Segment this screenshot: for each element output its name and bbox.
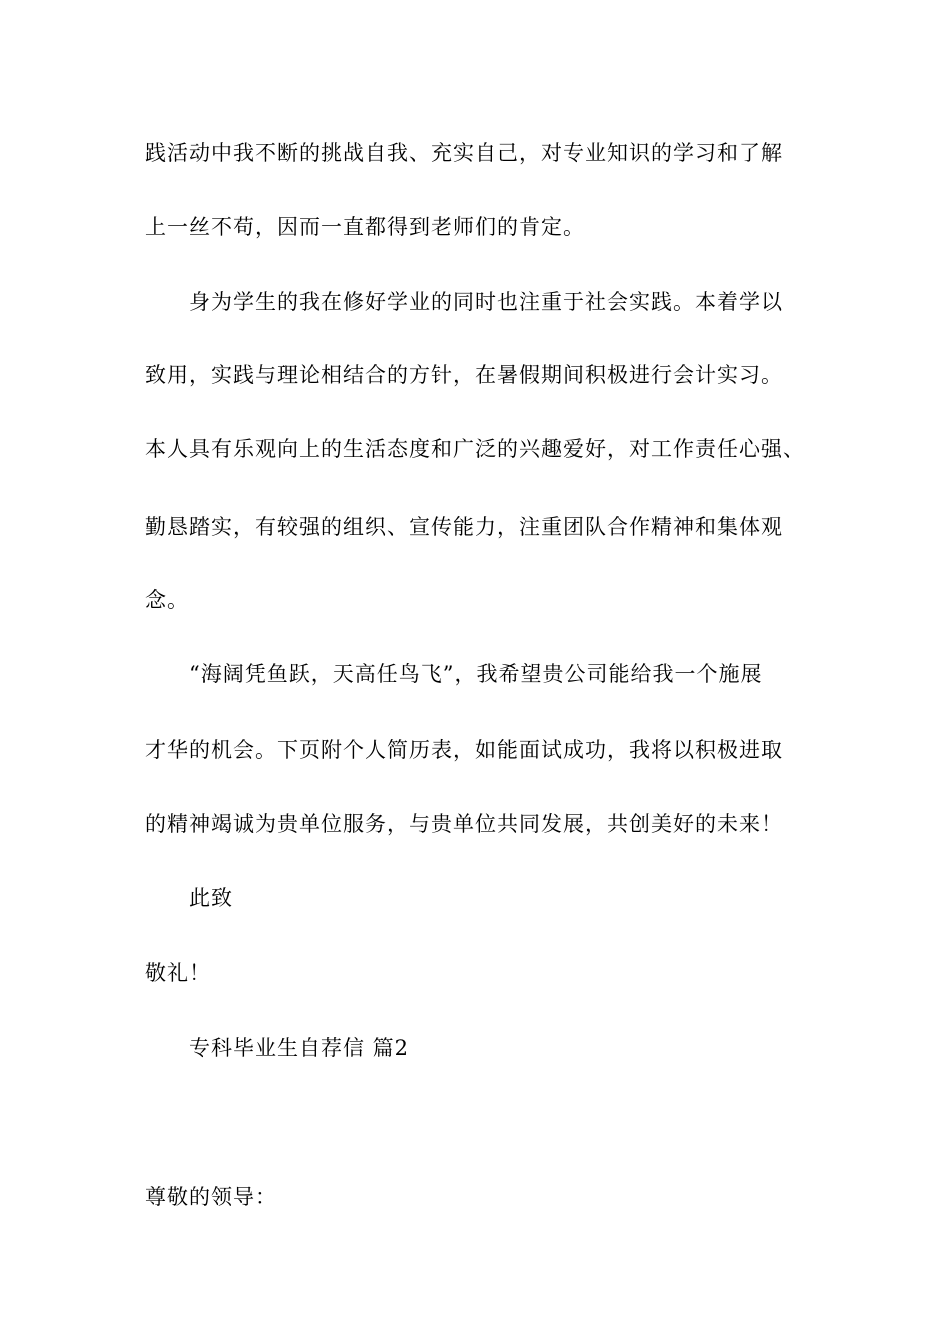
paragraph-line: 致用，实践与理论相结合的方针，在暑假期间积极进行会计实习。 [145,363,783,387]
closing-salutation: 此致 [189,886,233,910]
paragraph-line: 念。 [145,588,189,612]
letter-greeting: 尊敬的领导： [145,1185,277,1209]
closing-regards: 敬礼！ [145,961,211,985]
paragraph-line: 践活动中我不断的挑战自我、充实自己，对专业知识的学习和了解 [145,141,783,165]
paragraph-line: 上一丝不苟，因而一直都得到老师们的肯定。 [145,215,585,239]
paragraph-line: 才华的机会。下页附个人简历表，如能面试成功，我将以积极进取 [145,738,783,762]
paragraph-line: 的精神竭诚为贵单位服务，与贵单位共同发展，共创美好的未来！ [145,812,783,836]
paragraph-line: 本人具有乐观向上的生活态度和广泛的兴趣爱好，对工作责任心强、 [145,437,805,461]
section-heading: 专科毕业生自荐信 篇2 [189,1036,410,1060]
paragraph-line: 勤恳踏实，有较强的组织、宣传能力，注重团队合作精神和集体观 [145,515,783,539]
paragraph-line: 身为学生的我在修好学业的同时也注重于社会实践。本着学以 [189,290,783,314]
paragraph-line: “海阔凭鱼跃，天高任鸟飞”，我希望贵公司能给我一个施展 [189,662,763,686]
